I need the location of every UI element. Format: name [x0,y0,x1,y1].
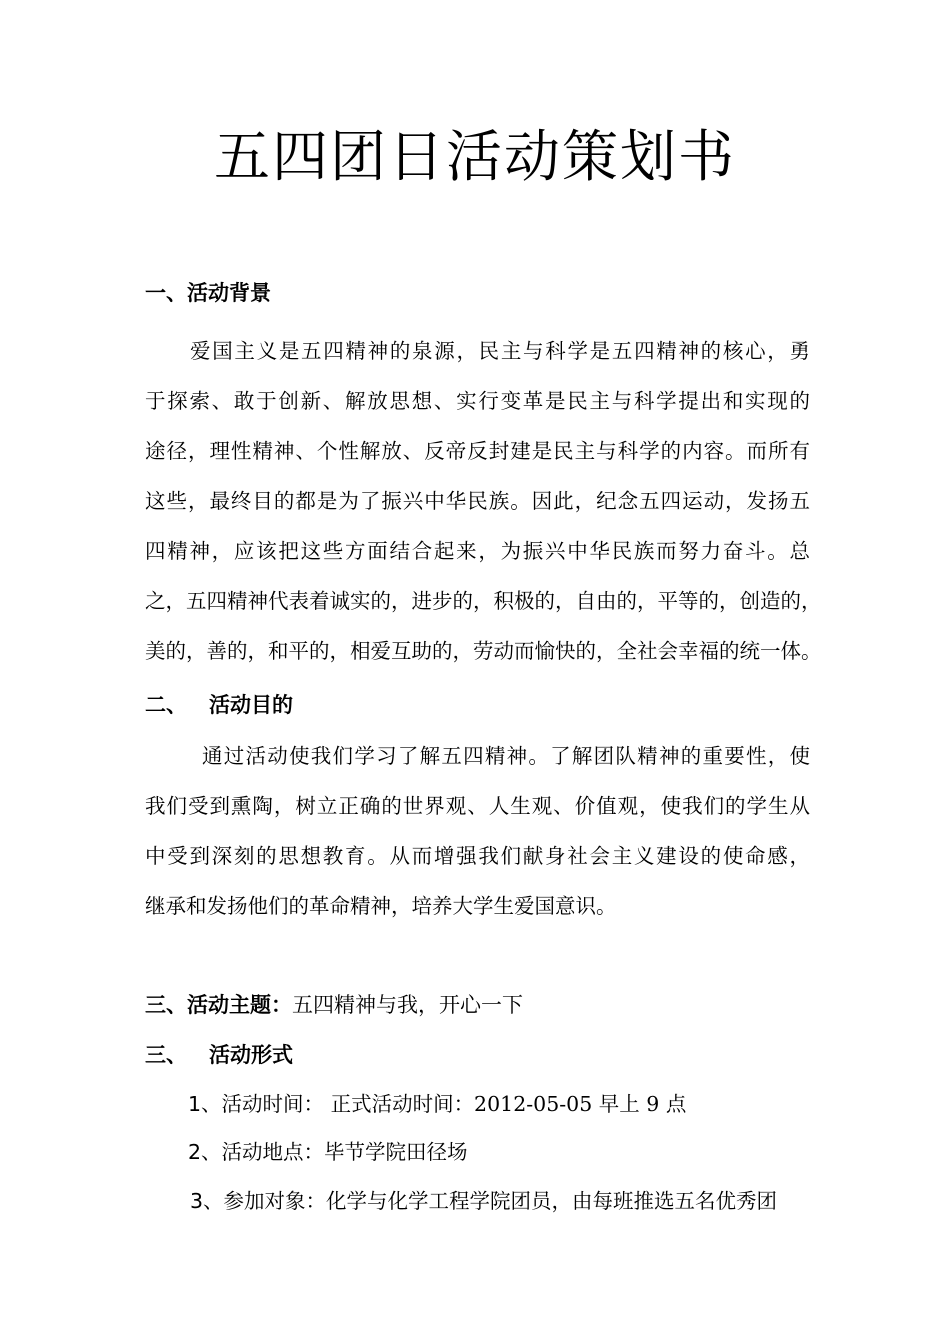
list-item-text: 、活动地点：毕节学院田径场 [201,1140,468,1164]
list-item-time [188,1089,686,1119]
theme-value: 五四精神与我，开心一下 [292,993,523,1017]
list-item-location [188,1137,468,1167]
paragraph-line: 通过活动使我们学习了解五四精神。了解团队精神的重要性，使 [202,744,810,768]
list-item-text: 、参加对象：化学与化学工程学院团员，由每班推选五名优秀团 [203,1189,778,1213]
paragraph-line: 中受到深刻的思想教育。从而增强我们献身社会主义建设的使命感， [145,844,810,868]
list-item-participants [190,1186,777,1216]
section-heading-purpose [145,690,293,720]
paragraph-line: 爱国主义是五四精神的泉源，民主与科学是五四精神的核心，勇 [190,339,810,363]
section-heading-number: 三、 [145,1043,187,1067]
section-heading-background: 一、活动背景 [145,281,271,305]
list-item-number: 1 [188,1092,202,1116]
list-item-number: 2 [188,1140,202,1164]
section-heading-format [145,1040,293,1070]
paragraph-line: 这些，最终目的都是为了振兴中华民族。因此，纪念五四运动，发扬五 [145,489,810,513]
section-heading-number: 二、 [145,693,187,717]
section-heading-text: 活动形式 [209,1043,293,1067]
paragraph-line: 继承和发扬他们的革命精神，培养大学生爱国意识。 [145,894,617,918]
paragraph-line: 之，五四精神代表着诚实的，进步的，积极的，自由的，平等的，创造的， [145,589,822,613]
activity-theme [145,990,523,1020]
list-item-text: 、活动时间： 正式活动时间：2012-05-05 早上 9 点 [201,1092,687,1116]
paragraph-line: 途径，理性精神、个性解放、反帝反封建是民主与科学的内容。而所有 [145,439,810,463]
paragraph-purpose [145,731,810,931]
list-item-number: 3 [190,1189,204,1213]
paragraph-line: 美的，善的，和平的，相爱互助的，劳动而愉快的，全社会幸福的统一体。 [145,639,822,663]
document-title: 五四团日活动策划书 [214,125,736,190]
paragraph-background [145,326,822,676]
paragraph-line: 我们受到熏陶，树立正确的世界观、人生观、价值观，使我们的学生从 [145,794,810,818]
paragraph-line: 四精神，应该把这些方面结合起来，为振兴中华民族而努力奋斗。总 [145,539,810,563]
paragraph-line: 于探索、敢于创新、解放思想、实行变革是民主与科学提出和实现的 [145,389,810,413]
section-heading-text: 活动目的 [209,693,293,717]
theme-label: 三、活动主题： [145,993,292,1017]
